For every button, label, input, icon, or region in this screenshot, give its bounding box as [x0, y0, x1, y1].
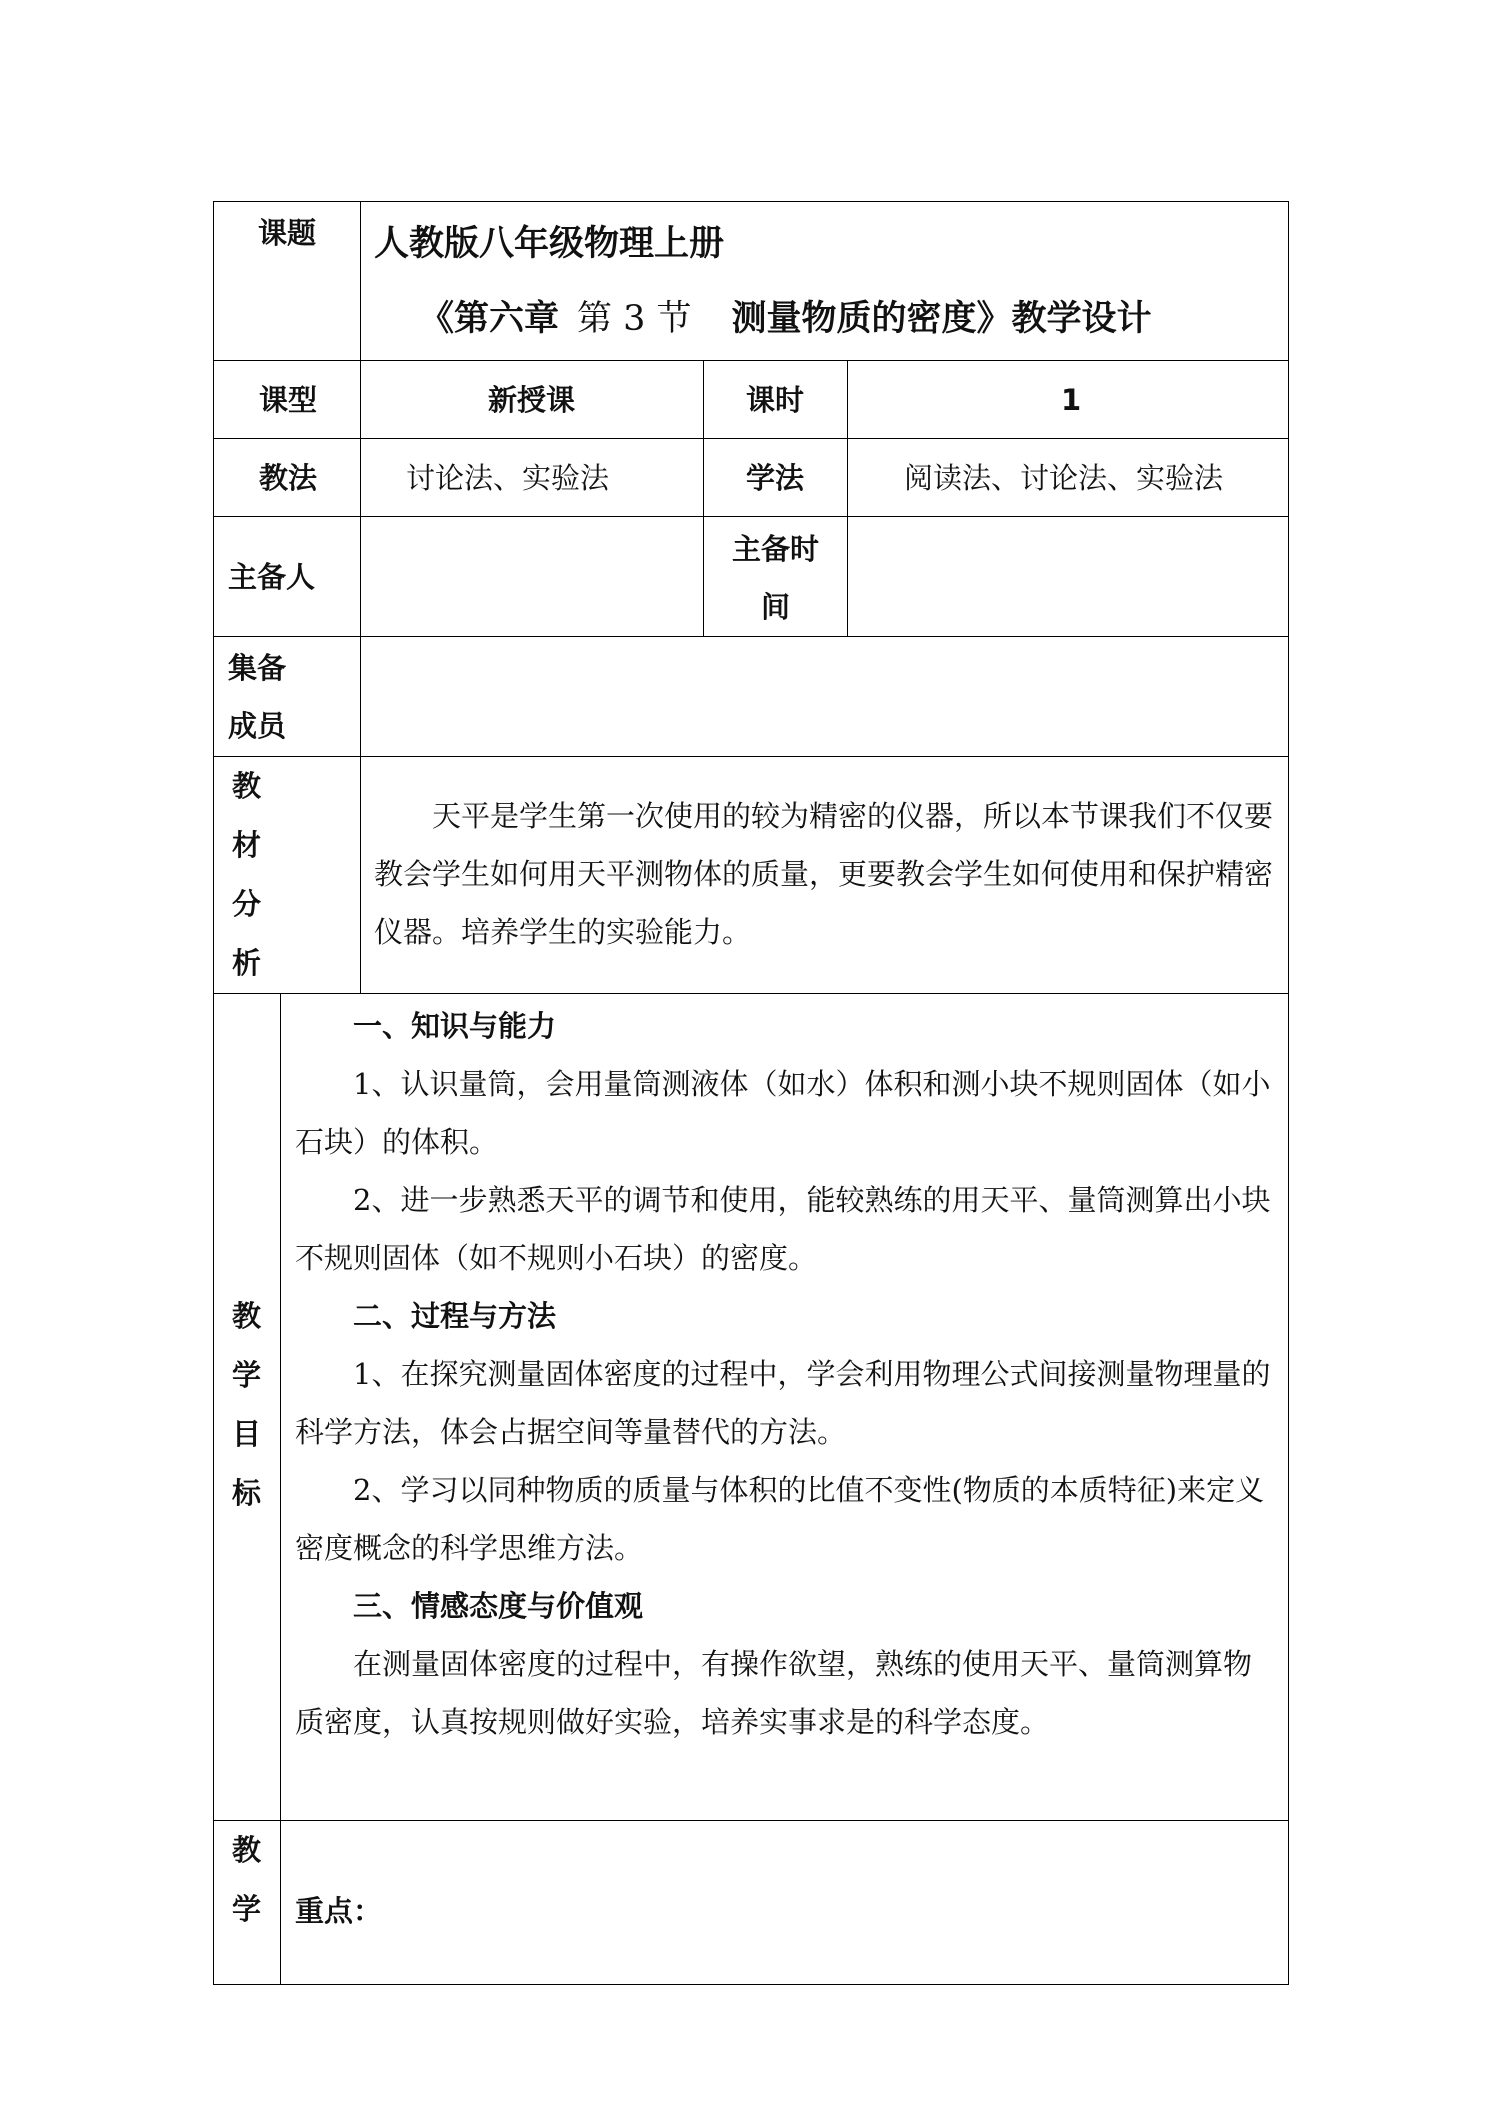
title-chapter: 《第六章 — [419, 299, 560, 339]
objectives-label-char: 学 — [232, 1358, 262, 1392]
topic-label: 课题 — [258, 216, 317, 250]
analysis-text: 天平是学生第一次使用的较为精密的仪器，所以本节课我们不仅要教会学生如何用天平测物体的质量，更要教会学生如何使用和保护精密仪器。培养学生的实验能力。 — [374, 799, 1274, 949]
objectives-label-char: 标 — [232, 1476, 262, 1510]
title-section: 第 3 节 — [577, 299, 692, 339]
objectives-heading-attitude: 三、情感态度与价值观 — [353, 1589, 644, 1623]
objectives-item: 1、在探究测量固体密度的过程中，学会利用物理公式间接测量物理量的科学方法，体会占据空间等量替代的方法。 — [295, 1357, 1271, 1449]
title-line-1: 人教版八年级物理上册 — [374, 224, 725, 264]
learning-method-value: 阅读法、讨论法、实验法 — [904, 461, 1224, 495]
lesson-type-label: 课型 — [259, 383, 318, 417]
period-label: 课时 — [746, 383, 805, 417]
row-divider — [213, 636, 1289, 637]
border-bottom — [213, 1984, 1289, 1985]
key-points-label-char: 学 — [232, 1892, 262, 1926]
row-divider — [213, 360, 1289, 361]
teaching-method-label: 教法 — [259, 461, 318, 495]
row-divider — [213, 438, 1289, 439]
prep-time-label-1: 主备时 — [732, 532, 820, 566]
objectives-item: 在测量固体密度的过程中，有操作欲望，熟练的使用天平、量筒测算物质密度，认真按规则做好实验，培养实事求是的科学态度。 — [295, 1647, 1253, 1739]
analysis-label-char: 析 — [232, 946, 262, 980]
key-points-value: 重点： — [295, 1894, 383, 1928]
analysis-label-char: 材 — [232, 828, 262, 862]
border-right — [1288, 201, 1289, 1985]
title-topic: 测量物质的密度》教学设计 — [731, 299, 1152, 339]
objectives-item: 2、进一步熟悉天平的调节和使用，能较熟练的用天平、量筒测算出小块不规则固体（如不规则小石块）的密度。 — [295, 1183, 1271, 1275]
row-divider — [213, 993, 1289, 994]
teaching-method-value: 讨论法、实验法 — [406, 461, 610, 495]
objectives-heading-knowledge: 一、知识与能力 — [353, 1009, 557, 1043]
learning-method-label: 学法 — [746, 461, 805, 495]
group-label-2: 成员 — [228, 709, 287, 743]
col-divider — [703, 360, 704, 636]
objectives-item: 2、学习以同种物质的质量与体积的比值不变性(物质的本质特征)来定义密度概念的科学思维方法。 — [295, 1473, 1265, 1565]
col-divider — [847, 360, 848, 636]
row-divider — [213, 756, 1289, 757]
col-divider — [280, 993, 281, 1985]
objectives-heading-process: 二、过程与方法 — [353, 1299, 557, 1333]
period-value: 1 — [1061, 383, 1082, 417]
border-top — [213, 201, 1289, 202]
lesson-type-value: 新授课 — [488, 383, 576, 417]
objectives-label-char: 目 — [232, 1417, 262, 1451]
title-line-2 — [419, 299, 1152, 339]
col-divider — [360, 201, 361, 993]
group-label-1: 集备 — [228, 651, 287, 685]
objectives-label-char: 教 — [232, 1299, 262, 1333]
objectives-content — [295, 997, 1275, 1751]
row-divider — [213, 1820, 1289, 1821]
preparer-label: 主备人 — [228, 560, 316, 594]
analysis-label-char: 教 — [232, 769, 262, 803]
border-left — [213, 201, 214, 1985]
prep-time-label-2: 间 — [761, 590, 791, 624]
key-points-label-char: 教 — [232, 1833, 262, 1867]
analysis-label-char: 分 — [232, 887, 262, 921]
objectives-item: 1、认识量筒，会用量筒测液体（如水）体积和测小块不规则固体（如小石块）的体积。 — [295, 1067, 1271, 1159]
row-divider — [213, 516, 1289, 517]
